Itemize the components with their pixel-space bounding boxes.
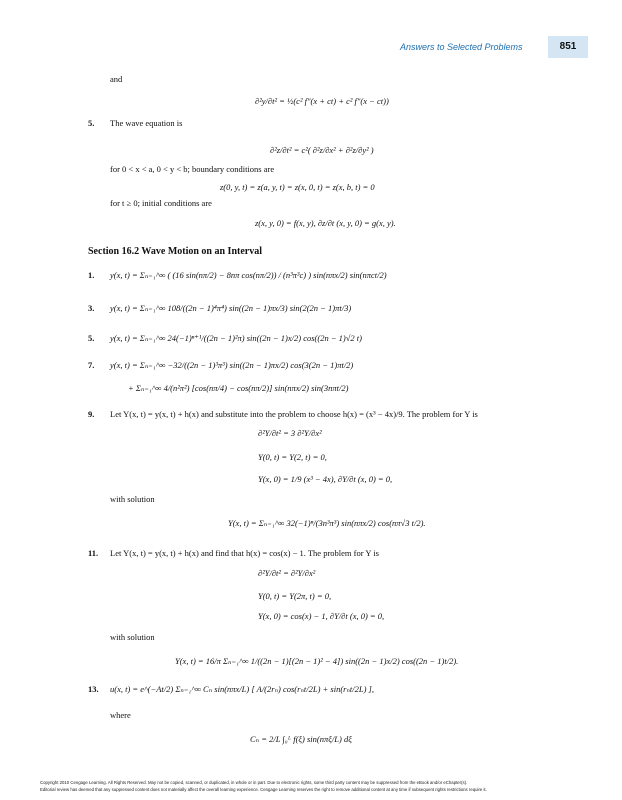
problem-9-equation-2: Y(0, t) = Y(2, t) = 0,: [258, 452, 327, 462]
problem-9-equation-1: ∂²Y/∂t² = 3 ∂²Y/∂x²: [258, 428, 322, 438]
problem-3-number: 3.: [88, 303, 95, 313]
problem-11-with-solution: with solution: [110, 632, 155, 642]
problem-11-text: Let Y(x, t) = y(x, t) + h(x) and find that h(x) = cos(x) − 1. The problem for Y is: [110, 548, 379, 558]
domain-text: for 0 < x < a, 0 < y < b; boundary conditions are: [110, 164, 275, 174]
equation-and: ∂²y/∂t² = ½(c² f″(x + ct) + c² f″(x − ct)): [255, 96, 389, 106]
problem-5-text: The wave equation is: [110, 118, 183, 128]
problem-5b-number: 5.: [88, 333, 95, 343]
footer-copyright-2: Editorial review has deemed that any suppressed content does not materially affect the overall learning experience. Cengage Learning reserves the right to remove additional content at any time if subsequent rights restrictions require it.: [40, 787, 487, 792]
problem-7-equation-2: + Σₙ₌₁^∞ 4/(n²π²) [cos(nπ/4) − cos(nπ/2)] sin(nπx/2) sin(3nπt/2): [128, 383, 349, 393]
problem-11-equation-3: Y(x, 0) = cos(x) − 1, ∂Y/∂t (x, 0) = 0,: [258, 611, 385, 621]
boundary-conditions: z(0, y, t) = z(a, y, t) = z(x, 0, t) = z(x, b, t) = 0: [220, 182, 375, 192]
problem-5b-equation: y(x, t) = Σₙ₌₁^∞ 24(−1)ⁿ⁺¹/((2n − 1)²π) sin((2n − 1)x/2) cos((2n − 1)√2 t): [110, 333, 362, 343]
problem-1-equation: y(x, t) = Σₙ₌₁^∞ ( (16 sin(nπ/2) − 8nπ cos(nπ/2)) / (n³π³c) ) sin(nπx/2) sin(nπct/2): [110, 270, 387, 280]
problem-7-number: 7.: [88, 360, 95, 370]
initial-text: for t ≥ 0; initial conditions are: [110, 198, 212, 208]
problem-3-equation: y(x, t) = Σₙ₌₁^∞ 108/((2n − 1)⁴π⁴) sin((2n − 1)πx/3) sin(2(2n − 1)πt/3): [110, 303, 352, 313]
problem-9-number: 9.: [88, 409, 95, 419]
footer-copyright-1: Copyright 2010 Cengage Learning. All Rights Reserved. May not be copied, scanned, or duplicated, in whole or in part. Due to electronic rights, some third party content may be suppressed from the eBook and/or eChapter(s).: [40, 780, 468, 785]
problem-9-equation-3: Y(x, 0) = 1/9 (x³ − 4x), ∂Y/∂t (x, 0) = 0,: [258, 474, 393, 484]
problem-13-number: 13.: [88, 684, 99, 694]
problem-13-cn: Cₙ = 2/L ∫₀ᴸ f(ξ) sin(nπξ/L) dξ: [250, 734, 352, 744]
page-number: 851: [548, 36, 588, 58]
initial-conditions: z(x, y, 0) = f(x, y), ∂z/∂t (x, y, 0) = g(x, y).: [255, 218, 396, 228]
problem-11-solution: Y(x, t) = 16/π Σₙ₌₁^∞ 1/((2n − 1)[(2n − 1)² − 4]) sin((2n − 1)x/2) cos((2n − 1)t/2).: [175, 656, 459, 666]
problem-11-equation-1: ∂²Y/∂t² = ∂²Y/∂x²: [258, 568, 316, 578]
problem-11-equation-2: Y(0, t) = Y(2π, t) = 0,: [258, 591, 332, 601]
wave-equation: ∂²z/∂t² = c²( ∂²z/∂x² + ∂²z/∂y² ): [270, 145, 374, 155]
problem-13-where: where: [110, 710, 131, 720]
running-header: Answers to Selected Problems: [400, 42, 523, 52]
problem-9-solution: Y(x, t) = Σₙ₌₁^∞ 32(−1)ⁿ/(3n³π³) sin(nπx/2) cos(nπ√3 t/2).: [228, 518, 426, 528]
section-heading: Section 16.2 Wave Motion on an Interval: [88, 246, 262, 257]
problem-9-with-solution: with solution: [110, 494, 155, 504]
problem-7-equation-1: y(x, t) = Σₙ₌₁^∞ −32/((2n − 1)³π³) sin((2n − 1)πx/2) cos(3(2n − 1)πt/2): [110, 360, 354, 370]
problem-1-number: 1.: [88, 270, 95, 280]
problem-11-number: 11.: [88, 548, 99, 558]
problem-5-number: 5.: [88, 118, 95, 128]
problem-13-equation: u(x, t) = e^(−At/2) Σₙ₌₁^∞ Cₙ sin(nπx/L) [ A/(2rₙ) cos(rₙt/2L) + sin(rₙt/2L) ],: [110, 684, 374, 694]
text-and: and: [110, 74, 123, 84]
problem-9-text: Let Y(x, t) = y(x, t) + h(x) and substitute into the problem to choose h(x) = (x³ − 4x)/9. The problem for Y is: [110, 409, 478, 419]
